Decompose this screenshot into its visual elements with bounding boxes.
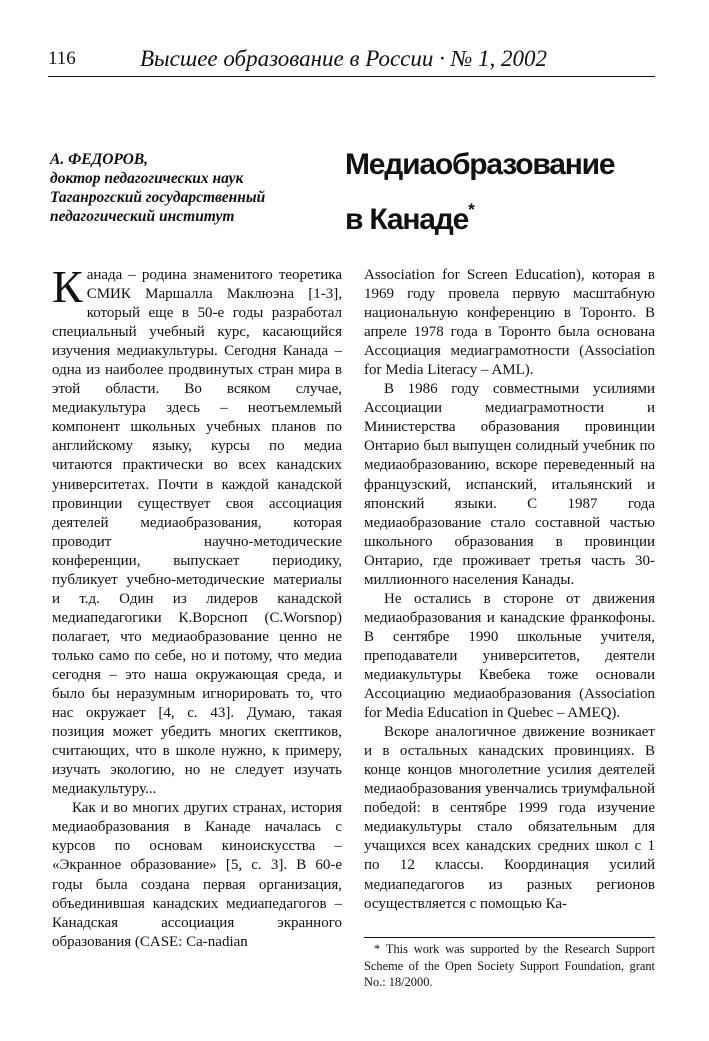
- author-institution-line1: Таганрогский государственный: [50, 189, 266, 206]
- left-column: [52, 261, 342, 952]
- author-block: [50, 150, 340, 226]
- header-rule: [48, 76, 655, 77]
- drop-cap: К: [52, 261, 83, 312]
- paragraph: [52, 261, 342, 799]
- paragraph: Как и во многих других странах, история медиаобразования в Канаде началась с курсов по основам киноискусства – «Экранное образование» [5, с. 3]. В 60-е годы была создана первая организация, объединившая канадских медиапедагогов – Канадская ассоциация экранного образования (CASE: Ca-nadian: [52, 800, 342, 950]
- paragraph: Association for Screen Education), которая в 1969 году провела первую масштабную национальную конференцию в Торонто. В апреле 1978 года в Торонто была основана Ассоциация медиаграмотности (Association for Media Literacy – AML).: [364, 267, 655, 379]
- journal-title: Высшее образование в России · № 1, 2002: [140, 46, 548, 71]
- running-header: [48, 44, 655, 74]
- article-title: [345, 142, 665, 242]
- right-column: [364, 266, 655, 914]
- author-name: А. ФЕДОРОВ,: [50, 151, 149, 168]
- footnote-rule: [364, 937, 655, 938]
- footnote-marker: *: [468, 200, 475, 219]
- article-title-line1: Медиаобразование: [345, 148, 615, 181]
- paragraph: Вскоре аналогичное движение возникает и в остальных канадских провинциях. В конце концов многолетние усилия деятелей медиаобразования увенчались триумфальной победой: в сентябре 1999 года изучение медиакультуры стало обязательным для учащихся всех канадских средних школ с 1 по 12 классы. Координация усилий медиапедагогов из разных регионов осуществляется с помощью Ка-: [364, 724, 655, 912]
- page-number: 116: [48, 48, 76, 69]
- paragraph: Не остались в стороне от движения медиаобразования и канадские франкофоны. В сентябре 1990 школьные учителя, преподаватели университетов, деятели медиакультуры Квебека тоже основали Ассоциацию медиаобразования (Association for Media Education in Quebec – AMEQ).: [364, 590, 655, 722]
- paragraph: В 1986 году совместными усилиями Ассоциации медиаграмотности и Министерства образования провинции Онтарио был выпущен солидный учебник по медиаобразованию, вскоре переведенный на французский, испанский, итальянский и японский языки. С 1987 года медиаобразование стало составной частью школьного образования в провинции Онтарио, где проживает третья часть 30-миллионного населения Канады.: [364, 381, 655, 588]
- paragraph-text: анада – родина знаменитого теоретика СМИК Маршалла Маклюэна [1-3], который еще в 50-е годы разработал специальный учебный курс, касающийся изучения медиакультуры. Сегодня Канада – одна из наиболее продвинутых стран мира в этой области. Во всяком случае, медиакультура здесь – неотъемлемый компонент школьных учебных планов по английскому языку, курсы по медиа читаются практически во всех канадских университетах. Почти в каждой канадской провинции существует своя ассоциация деятелей медиаобразования, которая проводит научно-методические конференции, выпускает периодику, публикует учебно-методические материалы и т.д. Один из лидеров канадской медиапедагогики К.Ворсноп (C.Worsnop) полагает, что медиаобразование ценно не только само по себе, но и потому, что медиа сегодня – это наша окружающая среда, и было бы неразумным игнорировать то, что нас окружает [4, с. 43]. Думаю, такая позиция может убедить многих скептиков, считающих, что в школе нужно, к примеру, изучать экологию, но не следует изучать медиакультуру...: [52, 267, 342, 798]
- article-title-line2: в Канаде: [345, 203, 469, 236]
- author-degree: доктор педагогических наук: [50, 170, 244, 187]
- author-institution-line2: педагогический институт: [50, 208, 235, 225]
- footnote: * This work was supported by the Research Support Scheme of the Open Society Support Foundation, grant No.: 18/2000.: [364, 942, 655, 989]
